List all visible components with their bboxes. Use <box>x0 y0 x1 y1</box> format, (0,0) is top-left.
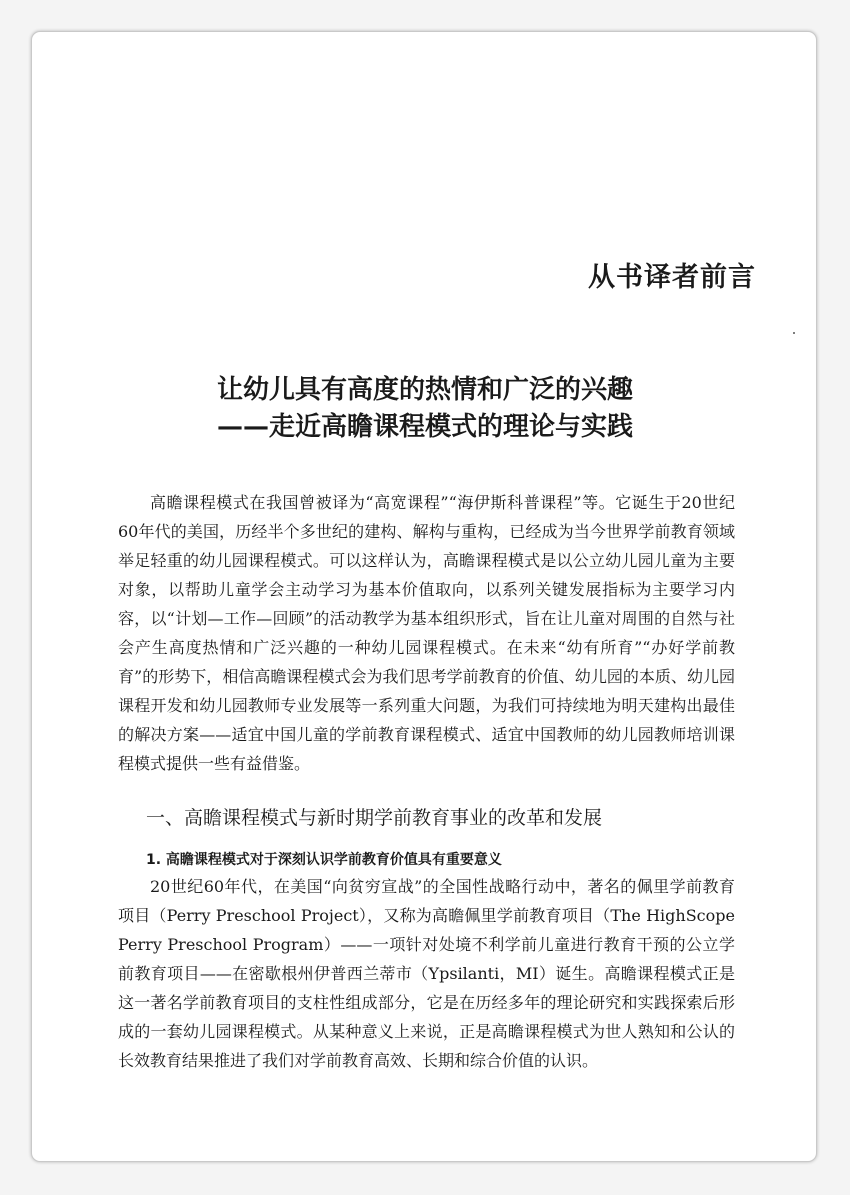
section-label: 从书译者前言 <box>588 262 756 293</box>
speck-mark <box>793 332 795 334</box>
subsection-heading: 1. 高瞻课程模式对于深刻认识学前教育价值具有重要意义 <box>146 852 502 868</box>
title-main: 让幼儿具有高度的热情和广泛的兴趣 <box>216 375 633 405</box>
intro-paragraph: 高瞻课程模式在我国曾被译为“高宽课程”“海伊斯科普课程”等。它诞生于20世纪60年代的美国，历经半个多世纪的建构、解构与重构，已经成为当今世界学前教育领域举足轻重的幼儿园课程模式。可以这样认为，高瞻课程模式是以公立幼儿园儿童为主要对象，以帮助儿童学会主动学习为基本价值取向，以系列关键发展指标为主要学习内容，以“计划—工作—回顾”的活动教学为基本组织形式，旨在让儿童对周围的自然与社会产生高度热情和广泛兴趣的一种幼儿园课程模式。在未来“幼有所育”“办好学前教育”的形势下，相信高瞻课程模式会为我们思考学前教育的价值、幼儿园的本质、幼儿园课程开发和幼儿园教师专业发展等一系列重大问题，为我们可持续地为明天建构出最佳的解决方案——适宜中国儿童的学前教育课程模式、适宜中国教师的幼儿园教师培训课程模式提供一些有益借鉴。 <box>118 493 735 773</box>
title-subtitle: ——走近高瞻课程模式的理论与实践 <box>216 412 633 442</box>
document-page <box>31 31 817 1162</box>
body-paragraph: 20世纪60年代，在美国“向贫穷宣战”的全国性战略行动中，著名的佩里学前教育项目（Perry Preschool Project），又称为高瞻佩里学前教育项目（The HighScope Perry Preschool Program）——一项针对处境不利学前儿童进行教育干预的公立学前教育项目——在密歇根州伊普西兰蒂市（Ypsilanti，MI）诞生。高瞻课程模式正是这一著名学前教育项目的支柱性组成部分，它是在历经多年的理论研究和实践探索后形成的一套幼儿园课程模式。从某种意义上来说，正是高瞻课程模式为世人熟知和公认的长效教育结果推进了我们对学前教育高效、长期和综合价值的认识。 <box>118 877 735 1070</box>
section-heading: 一、高瞻课程模式与新时期学前教育事业的改革和发展 <box>146 807 603 829</box>
